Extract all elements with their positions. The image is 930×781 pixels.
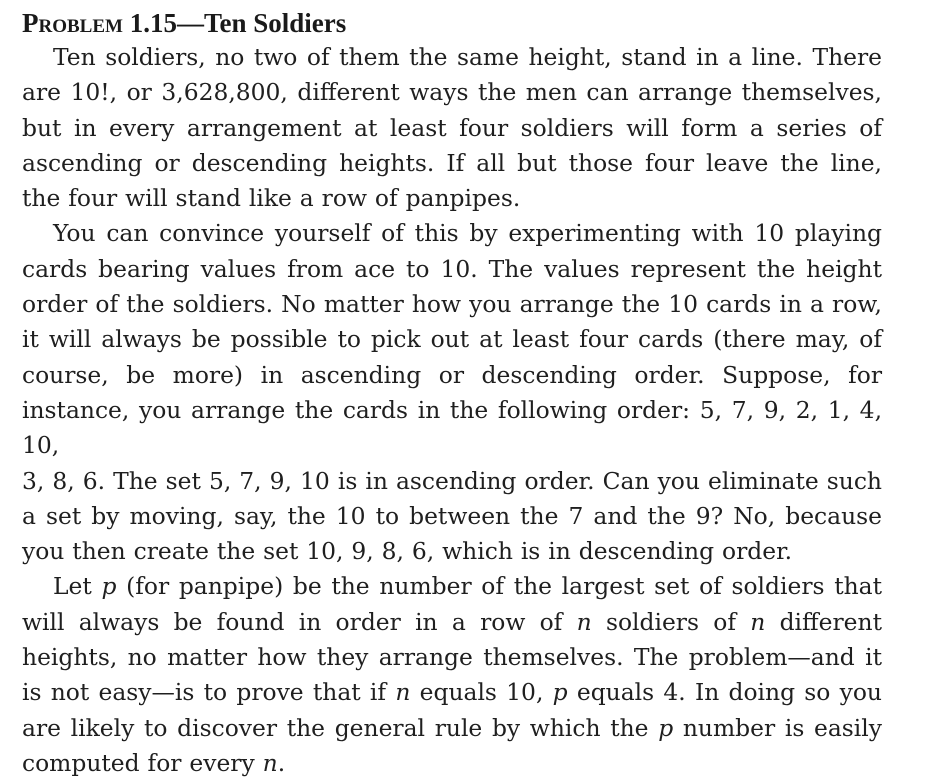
text-line: is not easy—is to prove that if n equals 10, p equals 4. In doing so you: [22, 678, 882, 707]
text-line: it will always be possible to pick out at least four cards (there may, of: [22, 325, 882, 354]
paragraph-2: [22, 216, 882, 569]
paragraph-3: [22, 569, 882, 781]
text-line: the four will stand like a row of panpipes.: [22, 184, 521, 213]
heading-dash: —: [176, 8, 204, 38]
text-line: Let p (for panpipe) be the number of the largest set of soldiers that: [53, 572, 882, 601]
text-line: a set by moving, say, the 10 to between the 7 and the 9? No, because: [22, 501, 882, 530]
problem-label: Problem: [22, 8, 123, 38]
paragraph-1: [22, 40, 882, 216]
text-line: you then create the set 10, 9, 8, 6, which is in descending order.: [22, 537, 793, 566]
text-line: heights, no matter how they arrange themselves. The problem—and it: [22, 643, 882, 672]
problem-number: 1.15: [129, 8, 177, 38]
text-line: will always be found in order in a row of n soldiers of n different: [22, 607, 882, 636]
text-line: but in every arrangement at least four soldiers will form a series of: [22, 113, 882, 142]
text-line: are likely to discover the general rule by which the p number is easily: [22, 713, 882, 742]
document-page: [22, 6, 882, 781]
text-line: 3, 8, 6. The set 5, 7, 9, 10 is in ascending order. Can you eliminate such: [22, 466, 882, 495]
text-line: cards bearing values from ace to 10. The values represent the height: [22, 254, 882, 283]
problem-heading: [22, 6, 882, 40]
text-line: Ten soldiers, no two of them the same height, stand in a line. There: [53, 43, 882, 71]
text-line: order of the soldiers. No matter how you arrange the 10 cards in a row,: [22, 290, 882, 319]
text-line: course, be more) in ascending or descending order. Suppose, for: [22, 360, 882, 389]
text-line: instance, you arrange the cards in the following order: 5, 7, 9, 2, 1, 4, 10,: [22, 395, 882, 460]
problem-title: Ten Soldiers: [203, 8, 347, 38]
text-line: You can convince yourself of this by experimenting with 10 playing: [53, 219, 882, 248]
text-line: computed for every n.: [22, 748, 286, 777]
text-line: ascending or descending heights. If all but those four leave the line,: [22, 148, 882, 177]
text-line: are 10!, or 3,628,800, different ways the men can arrange themselves,: [22, 78, 882, 107]
